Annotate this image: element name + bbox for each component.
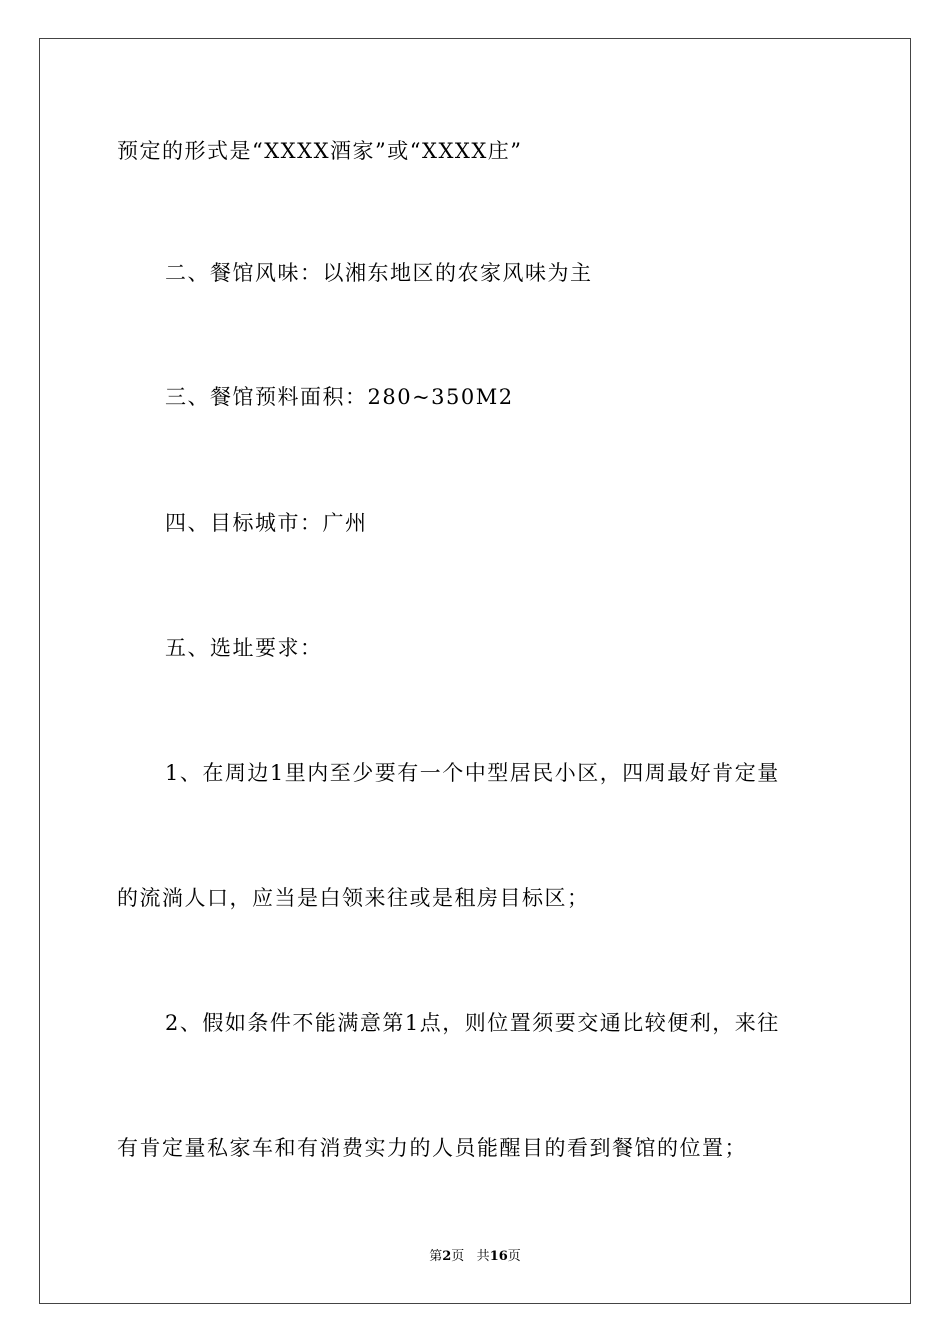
requirement-1-line-2: 的流淌人口，应当是白领来往或是租房目标区； xyxy=(117,886,590,910)
page-frame xyxy=(39,38,911,1304)
heading-site-requirements: 五、选址要求： xyxy=(165,636,323,660)
requirement-1-line-1: 1、在周边1里内至少要有一个中型居民小区，四周最好肯定量 xyxy=(165,761,780,785)
requirement-2-line-2: 有肯定量私家车和有消费实力的人员能醒目的看到餐馆的位置； xyxy=(117,1136,747,1160)
footer-page-number: 2 xyxy=(442,1249,452,1264)
heading-area: 三、餐馆预料面积：280~350M2 xyxy=(165,385,514,409)
heading-flavor: 二、餐馆风味：以湘东地区的农家风味为主 xyxy=(165,261,593,285)
footer-total-pages: 16 xyxy=(489,1249,508,1264)
footer-page-prefix: 第 xyxy=(429,1249,443,1264)
requirement-2-line-1: 2、假如条件不能满意第1点，则位置须要交通比较便利，来往 xyxy=(165,1011,780,1035)
page-footer xyxy=(0,1250,950,1263)
heading-target-city: 四、目标城市：广州 xyxy=(165,511,368,535)
footer-total-prefix: 共 xyxy=(476,1249,490,1264)
footer-total-suffix: 页 xyxy=(507,1249,521,1264)
footer-page-suffix: 页 xyxy=(451,1249,465,1264)
text-line-form: 预定的形式是“XXXX酒家”或“XXXX庄” xyxy=(117,139,523,163)
